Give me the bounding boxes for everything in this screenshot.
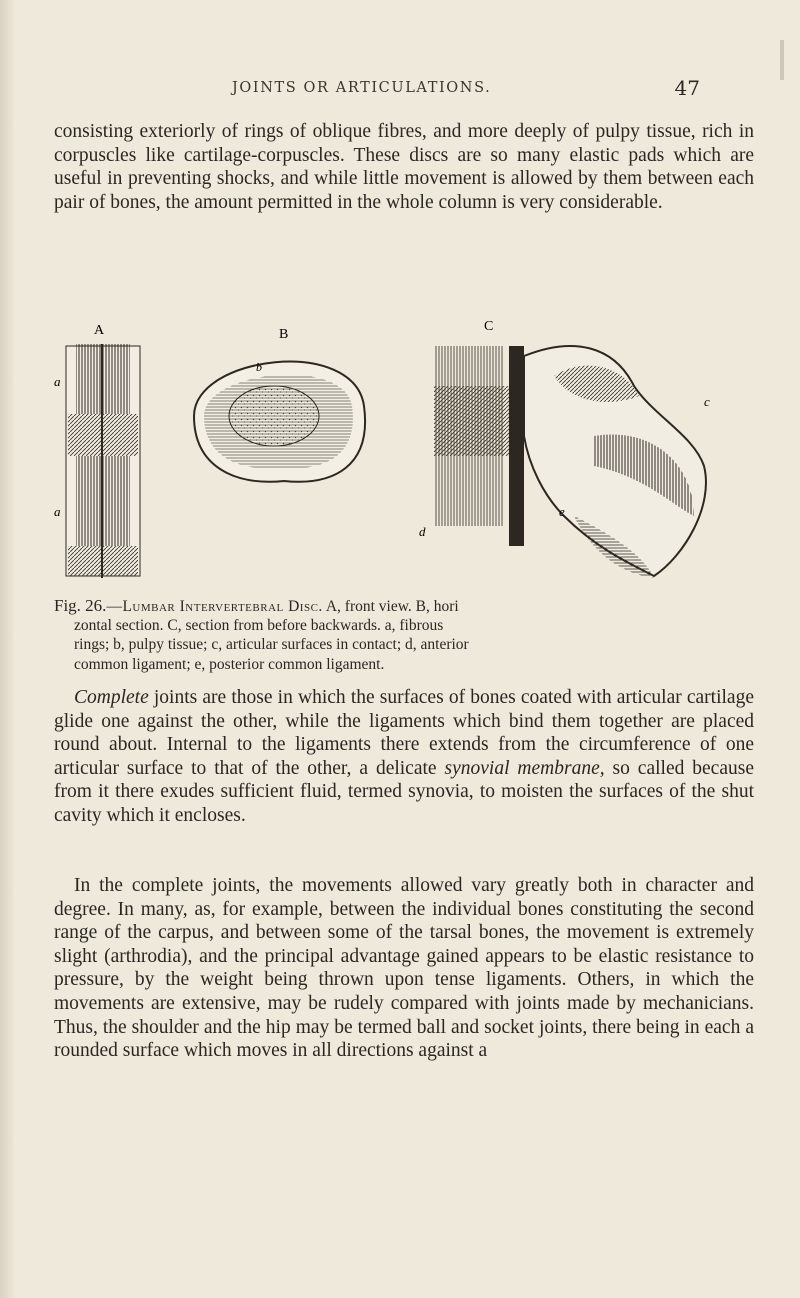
caption-line1: A, front view. B, hori [325, 598, 459, 615]
caption-line4: common ligament; e, posterior common ligament. [74, 655, 385, 673]
panel-c-sagittal-section [434, 346, 706, 578]
label-d-anterior-ligament: d [419, 524, 426, 539]
caption-fig-label: Fig. 26. [54, 596, 107, 615]
paragraph-complete-joints [54, 686, 754, 828]
label-b-panel: B [279, 327, 289, 342]
label-a-fibrous-lower: a [54, 504, 61, 519]
figure-caption [54, 596, 754, 674]
page-header [100, 78, 740, 108]
label-a-upper-panel: A [94, 323, 105, 338]
label-c-panel: C [484, 319, 494, 334]
paragraph-joint-movements: In the complete joints, the movements allowed vary greatly both in character and degree. In many, as, for example, between the individual bones constituting the second range of the carpus, and between some of the tarsal bones, the movement is extremely slight (arthrodia), and the principal advantage gained appears to be elastic resistance to pressure, by the weight being thrown upon tense ligaments. Others, in which the movements are extensive, may be rudely compared with joints made by mechanicians. Thus, the shoulder and the hip may be termed ball and socket joints, there being in each a rounded surface which moves in all directions against a [54, 875, 754, 1062]
running-head: JOINTS OR ARTICULATIONS. [232, 80, 492, 96]
page-mark [780, 40, 784, 80]
caption-line3: rings; b, pulpy tissue; c, articular surfaces in contact; d, anterior [74, 636, 469, 654]
paragraph2-text-b: so called because from it there exudes sufficient fluid, termed synovia, to moisten the surfaces of the shut cavity which it encloses. [54, 757, 754, 826]
term-synovial-membrane: synovial membrane, [444, 757, 605, 779]
paragraph2-text-a: joints are those in which the surfaces of bones coated with articular cartilage glide one against the other, while the ligaments which bind them together are placed round about. Internal to the ligaments there extends from the circumference of one articular surface to that of the other, a delicate [54, 687, 754, 779]
figure-lumbar-disc [54, 316, 744, 586]
term-complete: Complete [74, 687, 149, 708]
label-e-posterior-ligament: e [559, 504, 565, 519]
caption-line2: zontal section. C, section from before backwards. a, fibrous [74, 617, 444, 635]
paragraph-intervertebral-discs: consisting exteriorly of rings of oblique fibres, and more deeply of pulpy tissue, rich in corpuscles like cartilage-corpuscles. These discs are so many elastic pads which are useful in preventing shocks, and while little movement is allowed by them between each pair of bones, the amount permitted in the whole column is very considerable. [54, 121, 754, 213]
caption-title: —Lumbar Intervertebral Disc. [106, 598, 323, 615]
label-a-fibrous-upper: a [54, 374, 61, 389]
page-edge [0, 0, 14, 1298]
panel-a-front-view [66, 344, 140, 578]
label-b-pulpy: b [256, 360, 262, 374]
figure-illustration [54, 316, 744, 586]
panel-b-horizontal-section [194, 362, 365, 482]
label-c-articular: c [704, 394, 710, 409]
page-number: 47 [674, 76, 700, 100]
